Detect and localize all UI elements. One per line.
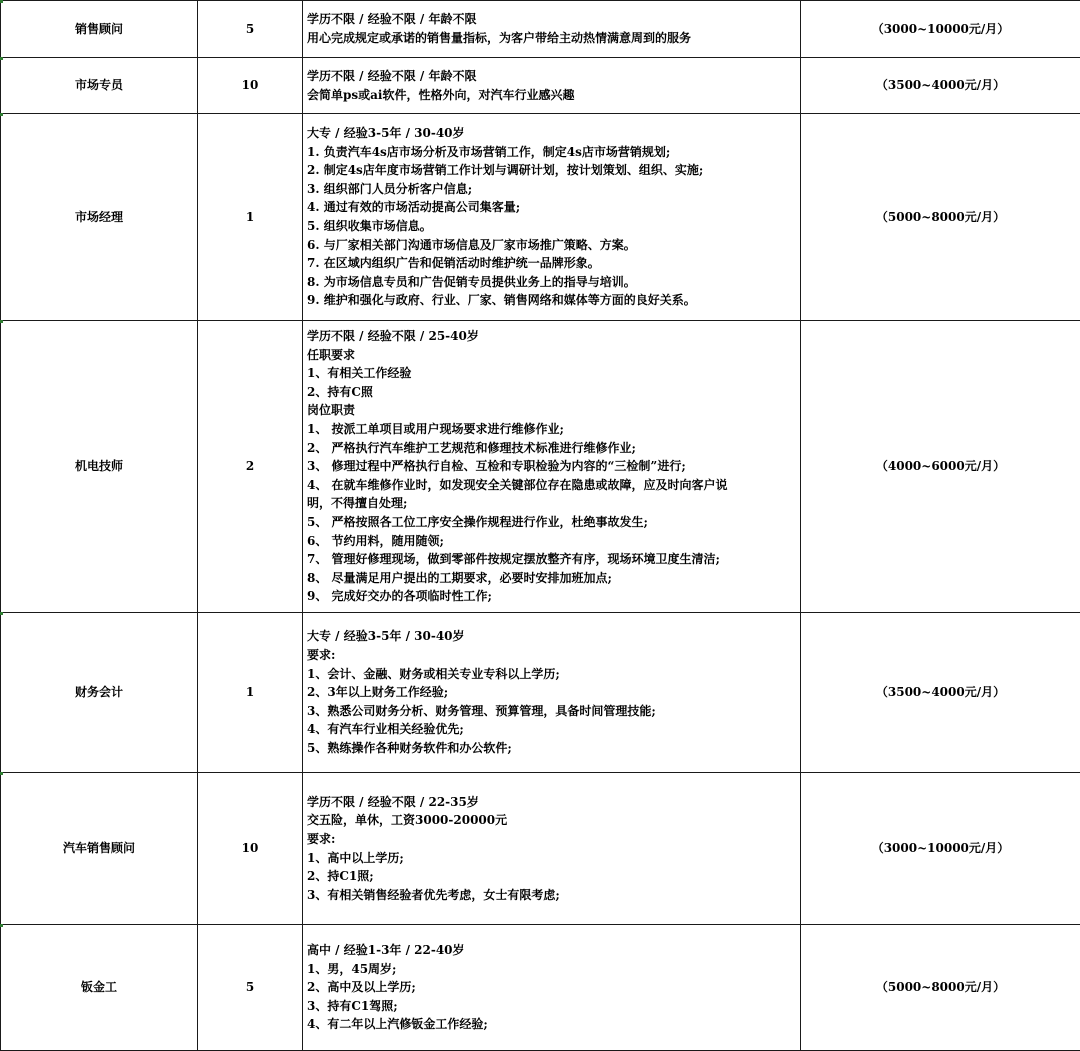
desc-line: 1、有相关工作经验 [307,364,796,383]
job-salary: （5000~8000元/月） [801,925,1080,1051]
job-salary: （5000~8000元/月） [801,114,1080,321]
desc-line: 9、 完成好交办的各项临时性工作; [307,587,796,606]
job-row [1,1,1080,58]
job-salary: （4000~6000元/月） [801,321,1080,613]
job-headcount: 1 [198,613,303,773]
job-title: 财务会计 [1,613,198,773]
desc-line: 学历不限 / 经验不限 / 年龄不限 [307,10,796,29]
desc-line: 1、会计、金融、财务或相关专业专科以上学历; [307,665,796,684]
job-row [1,321,1080,613]
desc-line: 学历不限 / 经验不限 / 25-40岁 [307,327,796,346]
desc-line: 5、熟练操作各种财务软件和办公软件; [307,739,796,758]
desc-line: 2、持C1照; [307,867,796,886]
job-salary: （3000~10000元/月） [801,773,1080,925]
job-row [1,773,1080,925]
desc-line: 1、男，45周岁; [307,960,796,979]
desc-line: 6、 节约用料，随用随领; [307,532,796,551]
job-description [303,114,801,321]
desc-line: 9. 维护和强化与政府、行业、厂家、销售网络和媒体等方面的良好关系。 [307,291,796,310]
job-headcount: 5 [198,1,303,58]
desc-line: 2、3年以上财务工作经验; [307,683,796,702]
job-title: 市场经理 [1,114,198,321]
desc-line: 3、 修理过程中严格执行自检、互检和专职检验为内容的“三检制”进行; [307,457,796,476]
desc-line: 会简单ps或ai软件，性格外向，对汽车行业感兴趣 [307,86,796,105]
desc-line: 学历不限 / 经验不限 / 年龄不限 [307,67,796,86]
desc-line: 2、高中及以上学历; [307,978,796,997]
desc-line: 高中 / 经验1-3年 / 22-40岁 [307,941,796,960]
job-description [303,321,801,613]
desc-line: 任职要求 [307,346,796,365]
job-row [1,925,1080,1051]
job-salary: （3500~4000元/月） [801,613,1080,773]
desc-line: 7. 在区域内组织广告和促销活动时维护统一品牌形象。 [307,254,796,273]
job-headcount: 2 [198,321,303,613]
desc-line: 要求: [307,646,796,665]
desc-line: 4、有汽车行业相关经验优先; [307,720,796,739]
job-description [303,613,801,773]
desc-line: 2、持有C照 [307,383,796,402]
job-headcount: 10 [198,773,303,925]
desc-line: 1、 按派工单项目或用户现场要求进行维修作业; [307,420,796,439]
desc-line: 4. 通过有效的市场活动提高公司集客量; [307,198,796,217]
desc-line: 5、 严格按照各工位工序安全操作规程进行作业，杜绝事故发生; [307,513,796,532]
job-description [303,58,801,114]
desc-line: 1. 负责汽车4s店市场分析及市场营销工作，制定4s店市场营销规划; [307,143,796,162]
desc-line: 明，不得擅自处理; [307,494,796,513]
desc-line: 岗位职责 [307,401,796,420]
desc-line: 学历不限 / 经验不限 / 22-35岁 [307,793,796,812]
job-title: 钣金工 [1,925,198,1051]
job-headcount: 10 [198,58,303,114]
desc-line: 要求: [307,830,796,849]
job-description [303,925,801,1051]
job-headcount: 5 [198,925,303,1051]
job-row [1,114,1080,321]
desc-line: 2、 严格执行汽车维护工艺规范和修理技术标准进行维修作业; [307,439,796,458]
job-title: 销售顾问 [1,1,198,58]
desc-line: 4、 在就车维修作业时，如发现安全关键部位存在隐患或故障，应及时向客户说 [307,476,796,495]
desc-line: 8、 尽量满足用户提出的工期要求，必要时安排加班加点; [307,569,796,588]
job-salary: （3000~10000元/月） [801,1,1080,58]
desc-line: 1、高中以上学历; [307,849,796,868]
job-headcount: 1 [198,114,303,321]
job-title: 汽车销售顾问 [1,773,198,925]
desc-line: 用心完成规定或承诺的销售量指标，为客户带给主动热情满意周到的服务 [307,29,796,48]
desc-line: 5. 组织收集市场信息。 [307,217,796,236]
desc-line: 3、持有C1驾照; [307,997,796,1016]
desc-line: 3、有相关销售经验者优先考虑，女士有限考虑; [307,886,796,905]
desc-line: 大专 / 经验3-5年 / 30-40岁 [307,124,796,143]
job-title: 市场专员 [1,58,198,114]
job-salary: （3500~4000元/月） [801,58,1080,114]
desc-line: 3、熟悉公司财务分析、财务管理、预算管理，具备时间管理技能; [307,702,796,721]
desc-line: 2. 制定4s店年度市场营销工作计划与调研计划，按计划策划、组织、实施; [307,161,796,180]
desc-line: 6. 与厂家相关部门沟通市场信息及厂家市场推广策略、方案。 [307,236,796,255]
desc-line: 交五险，单休，工资3000-20000元 [307,811,796,830]
job-description [303,773,801,925]
desc-line: 大专 / 经验3-5年 / 30-40岁 [307,627,796,646]
job-description [303,1,801,58]
job-row [1,613,1080,773]
desc-line: 3. 组织部门人员分析客户信息; [307,180,796,199]
desc-line: 4、有二年以上汽修钣金工作经验; [307,1015,796,1034]
job-row [1,58,1080,114]
job-title: 机电技师 [1,321,198,613]
desc-line: 8. 为市场信息专员和广告促销专员提供业务上的指导与培训。 [307,273,796,292]
desc-line: 7、 管理好修理现场，做到零部件按规定摆放整齐有序，现场环境卫度生清洁; [307,550,796,569]
